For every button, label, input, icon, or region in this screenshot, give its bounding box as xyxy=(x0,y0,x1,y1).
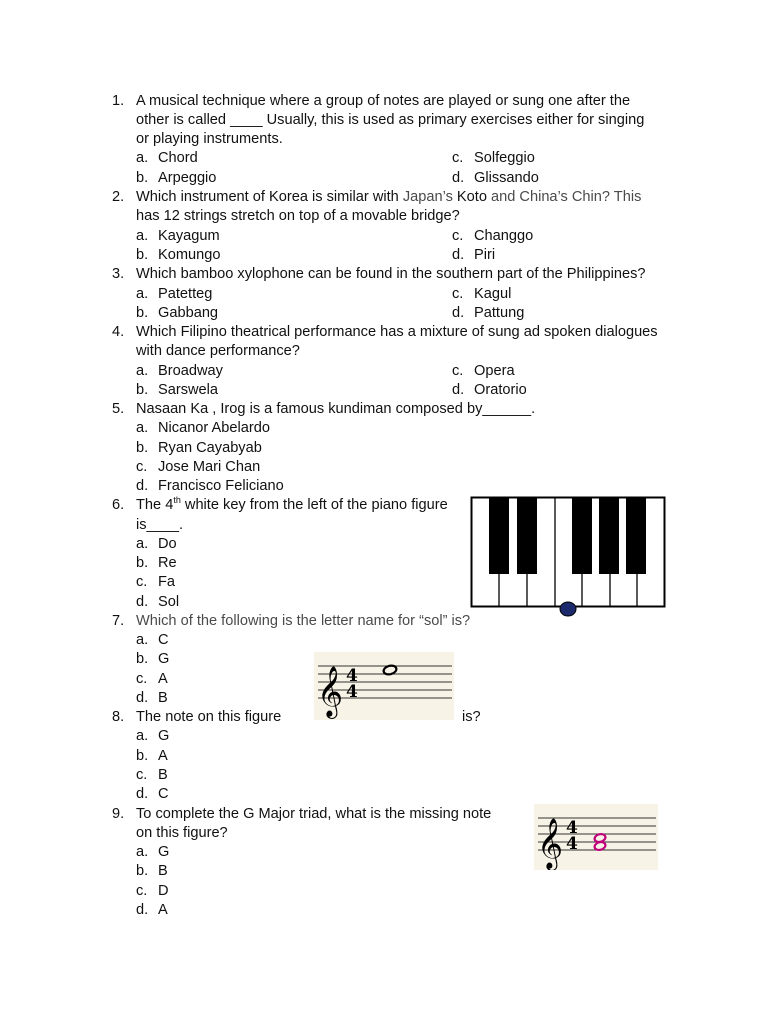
treble-clef-icon: 𝄞 xyxy=(317,666,344,717)
option-c: c. Kagul xyxy=(452,286,512,302)
black-key xyxy=(572,498,592,574)
piano-keyboard-figure xyxy=(470,496,668,620)
option-a: a. G xyxy=(136,728,170,744)
time-signature-top: 4 xyxy=(346,666,358,686)
option-b: b. G xyxy=(136,651,170,667)
option-b: b. Arpeggio xyxy=(136,170,217,186)
question-text-line: has 12 strings stretch on top of a movable bridge? xyxy=(136,208,460,224)
question-text-line: The note on this figure xyxy=(136,709,282,725)
option-a: a. Do xyxy=(136,536,177,552)
question-text-line: or playing instruments. xyxy=(136,131,283,147)
question-text-line: Which bamboo xylophone can be found in the southern part of the Philippines? xyxy=(136,266,646,282)
option-d: d. C xyxy=(136,786,169,802)
question-number: 5. xyxy=(112,401,125,417)
black-key xyxy=(489,498,509,574)
option-a: a. C xyxy=(136,632,169,648)
option-b: b. B xyxy=(136,863,168,879)
option-a: a. G xyxy=(136,844,170,860)
option-b: b. A xyxy=(136,748,168,764)
question-number: 1. xyxy=(112,93,125,109)
option-a: a. Broadway xyxy=(136,363,223,379)
option-d: d. Francisco Feliciano xyxy=(136,478,284,494)
time-signature-top: 4 xyxy=(566,818,578,838)
staff-figure-note xyxy=(314,652,454,720)
option-d: d. Sol xyxy=(136,594,180,610)
question-number: 8. xyxy=(112,709,125,725)
option-c: c. Solfeggio xyxy=(452,150,535,166)
option-b: b. Re xyxy=(136,555,177,571)
question-text-line: is____. xyxy=(136,517,184,533)
black-key xyxy=(517,498,537,574)
option-c: c. Changgo xyxy=(452,228,534,244)
option-b: b. Komungo xyxy=(136,247,221,263)
option-a: a. Chord xyxy=(136,150,198,166)
question-number: 4. xyxy=(112,324,125,340)
question-text-line: A musical technique where a group of notes are played or sung one after the xyxy=(136,93,631,109)
question-text-line: other is called ____ Usually, this is used as primary exercises either for singing xyxy=(136,112,645,128)
question-text-line: Which of the following is the letter name for “sol” is? xyxy=(136,613,471,629)
question-text-line: with dance performance? xyxy=(136,343,300,359)
staff-figure-triad xyxy=(534,804,658,870)
option-c: c. Fa xyxy=(136,574,176,590)
time-signature-bottom: 4 xyxy=(346,682,358,702)
treble-clef-icon: 𝄞 xyxy=(537,818,564,869)
option-a: a. Patetteg xyxy=(136,286,213,302)
question-text-line: To complete the G Major triad, what is the missing note xyxy=(136,806,492,822)
question-text-line: Nasaan Ka , Irog is a famous kundiman composed by______. xyxy=(136,401,536,417)
option-d: d. Glissando xyxy=(452,170,539,186)
option-d: d. Oratorio xyxy=(452,382,527,398)
black-key xyxy=(626,498,646,574)
option-b: b. Sarswela xyxy=(136,382,219,398)
option-a: a. Kayagum xyxy=(136,228,220,244)
question-text-line: Which instrument of Korea is similar with Japan’s Koto and China’s Chin? This xyxy=(136,189,642,205)
question-number: 7. xyxy=(112,613,125,629)
question-number: 3. xyxy=(112,266,125,282)
black-key xyxy=(599,498,619,574)
option-b: b. Ryan Cayabyab xyxy=(136,440,262,456)
option-a: a. Nicanor Abelardo xyxy=(136,420,270,436)
question-text-line: Which Filipino theatrical performance has a mixture of sung ad spoken dialogues xyxy=(136,324,658,340)
option-c: c. Opera xyxy=(452,363,515,379)
question-text-line-end: is? xyxy=(462,709,481,725)
option-d: d. B xyxy=(136,690,168,706)
option-c: c. D xyxy=(136,883,169,899)
time-signature-bottom: 4 xyxy=(566,834,578,854)
question-text-line: The 4th white key from the left of the piano figure xyxy=(136,495,448,513)
option-d: d. Pattung xyxy=(452,305,525,321)
option-c: c. B xyxy=(136,767,168,783)
key-marker-dot xyxy=(560,602,576,616)
option-d: d. A xyxy=(136,902,168,918)
option-d: d. Piri xyxy=(452,247,496,263)
option-b: b. Gabbang xyxy=(136,305,219,321)
question-number: 6. xyxy=(112,497,125,513)
question-text-line: on this figure? xyxy=(136,825,228,841)
question-number: 2. xyxy=(112,189,125,205)
option-c: c. A xyxy=(136,671,168,687)
option-c: c. Jose Mari Chan xyxy=(136,459,261,475)
question-number: 9. xyxy=(112,806,125,822)
